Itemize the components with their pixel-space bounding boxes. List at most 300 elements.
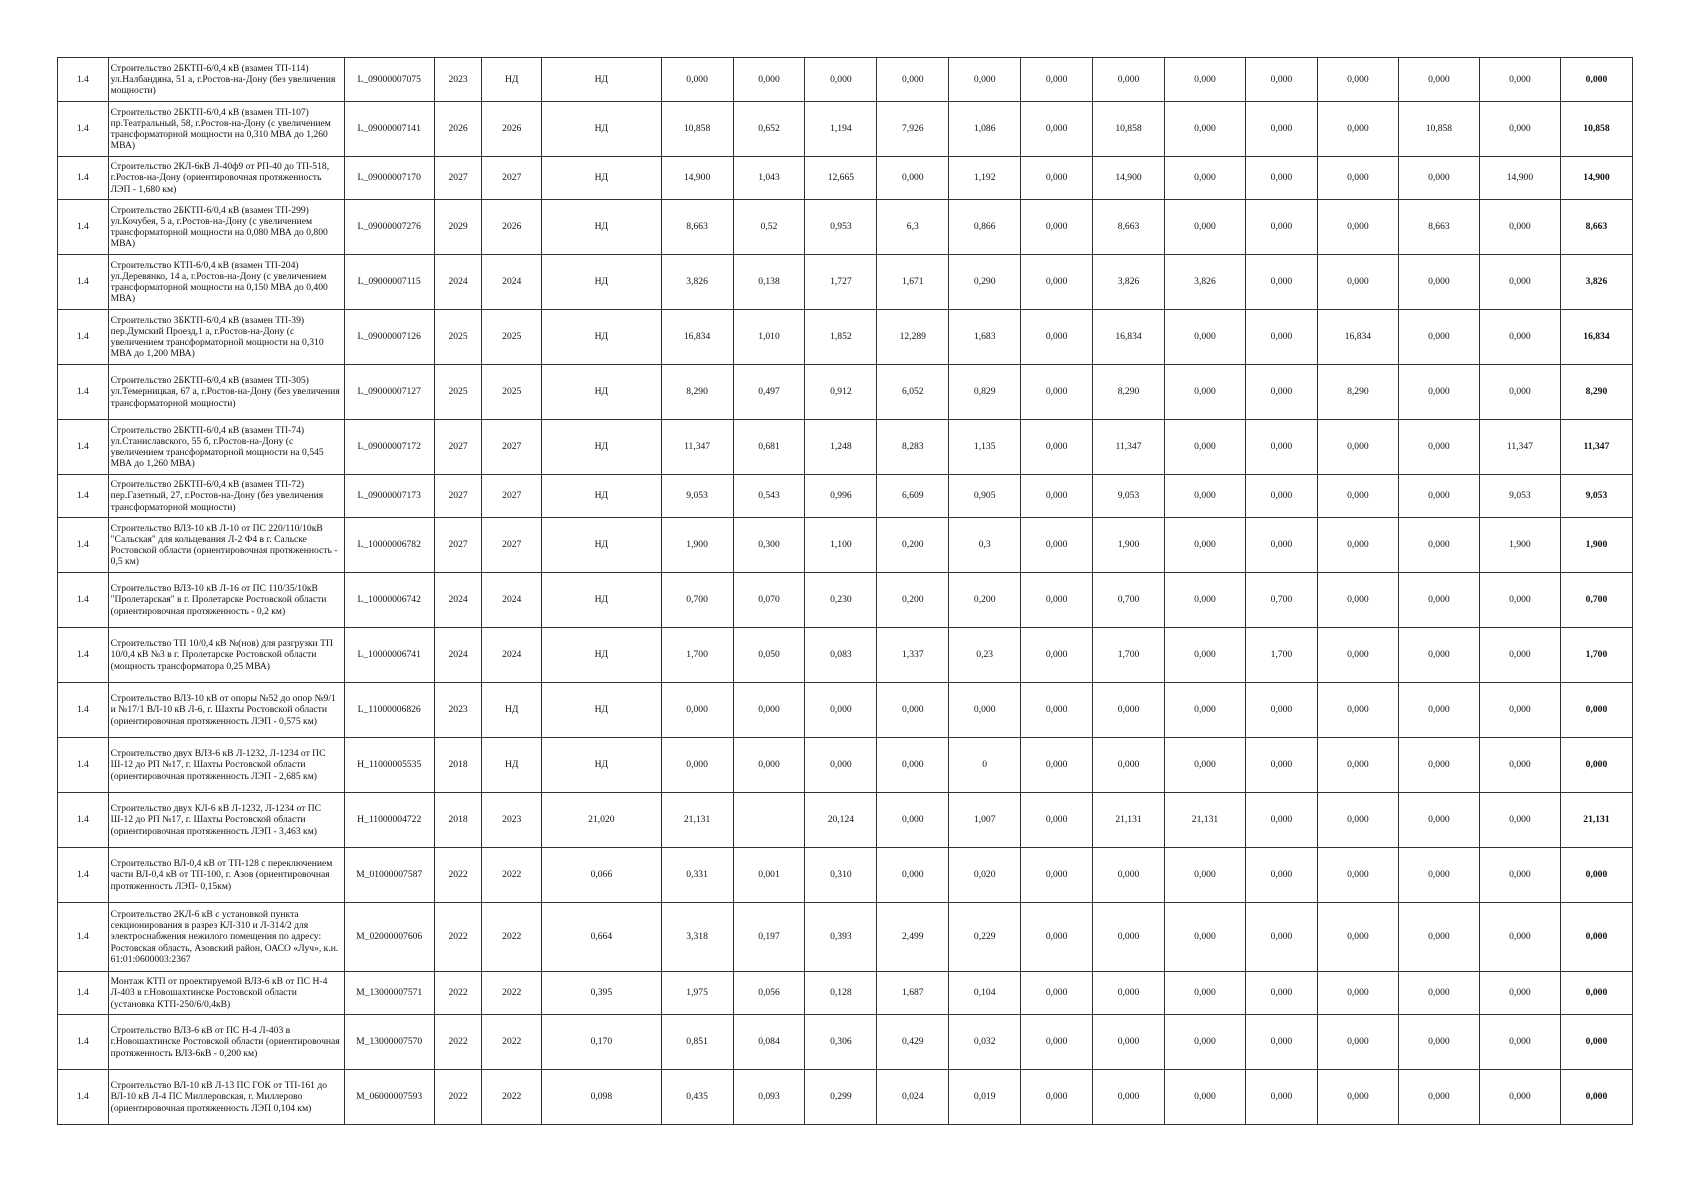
- table-cell: 0,000: [1164, 365, 1245, 420]
- table-cell: 0,200: [877, 573, 949, 628]
- table-cell: 20,124: [805, 793, 877, 848]
- table-cell: Строительство ВЛЗ-6 кВ от ПС Н-4 Л-403 в г.Новошахтинске Ростовской области (ориентировочная протяженность ВЛЗ-6кВ - 0,200 км): [108, 1015, 344, 1070]
- table-cell: 16,834: [1560, 310, 1632, 365]
- table-cell: 0,953: [805, 200, 877, 255]
- table-cell: 10,858: [1093, 102, 1165, 157]
- table-row: [58, 255, 1633, 310]
- table-cell: 1,700: [661, 628, 733, 683]
- table-cell: 0,000: [661, 683, 733, 738]
- table-cell: 2027: [434, 475, 482, 518]
- table-cell: 0,000: [1317, 102, 1398, 157]
- table-cell: H_11000005535: [344, 738, 434, 793]
- table-cell: 12,289: [877, 310, 949, 365]
- table-cell: 0,664: [542, 903, 662, 972]
- table-cell: 0,000: [733, 738, 805, 793]
- table-cell: 0,093: [733, 1070, 805, 1125]
- table-cell: 0,000: [1164, 420, 1245, 475]
- table-cell: 0,000: [1479, 310, 1560, 365]
- table-cell: 0,000: [1093, 972, 1165, 1015]
- table-cell: НД: [542, 157, 662, 200]
- table-cell: 0,829: [949, 365, 1021, 420]
- table-cell: 0,000: [1479, 903, 1560, 972]
- table-cell: 0,019: [949, 1070, 1021, 1125]
- table-cell: 0,000: [1479, 102, 1560, 157]
- table-cell: 10,858: [1560, 102, 1632, 157]
- table-cell: 0,000: [1245, 102, 1317, 157]
- table-cell: 0,000: [1560, 972, 1632, 1015]
- table-row: [58, 310, 1633, 365]
- table-cell: 0,000: [1398, 420, 1479, 475]
- table-cell: 2022: [482, 848, 542, 903]
- table-cell: Строительство ВЛЗ-10 кВ от опоры №52 до опор №9/1 и №17/1 ВЛ-10 кВ Л-6, г. Шахты Ростовской области (ориентировочная протяженность ЛЭП - 0,575 км): [108, 683, 344, 738]
- table-cell: 9,053: [661, 475, 733, 518]
- table-cell: 1,671: [877, 255, 949, 310]
- table-cell: 0,000: [1317, 58, 1398, 102]
- table-cell: 0,000: [1021, 1070, 1093, 1125]
- table-cell: 0,000: [1021, 573, 1093, 628]
- table-cell: 1,007: [949, 793, 1021, 848]
- table-cell: Строительство ВЛЗ-10 кВ Л-10 от ПС 220/110/10кВ "Сальская" для кольцевания Л-2 Ф4 в г. Сальске Ростовской области (ориентировочная протяженность - 0,5 км): [108, 518, 344, 573]
- table-cell: 2022: [482, 1070, 542, 1125]
- table-cell: 3,826: [661, 255, 733, 310]
- table-cell: 0,000: [1317, 903, 1398, 972]
- table-cell: 0,000: [1317, 518, 1398, 573]
- table-cell: 10,858: [661, 102, 733, 157]
- table-row: [58, 903, 1633, 972]
- table-cell: L_10000006782: [344, 518, 434, 573]
- table-cell: Строительство 2БКТП-6/0,4 кВ (взамен ТП-72) пер.Газетный, 27, г.Ростов-на-Дону (без увеличения трансформаторной мощности): [108, 475, 344, 518]
- table-cell: 1,727: [805, 255, 877, 310]
- table-cell: Строительство 2БКТП-6/0,4 кВ (взамен ТП-299) ул.Кочубея, 5 а, г.Ростов-на-Дону (с увеличением трансформаторной мощности на 0,080 МВА до 0,800 МВА): [108, 200, 344, 255]
- table-cell: 0,000: [1245, 1015, 1317, 1070]
- table-cell: 14,900: [661, 157, 733, 200]
- table-cell: 0,000: [1021, 903, 1093, 972]
- table-cell: 1.4: [58, 628, 109, 683]
- table-cell: 0,000: [805, 58, 877, 102]
- table-cell: 21,020: [542, 793, 662, 848]
- table-cell: 8,663: [1398, 200, 1479, 255]
- table-cell: 0,000: [1479, 972, 1560, 1015]
- table-cell: НД: [542, 420, 662, 475]
- table-cell: 0,000: [1317, 628, 1398, 683]
- table-cell: 14,900: [1093, 157, 1165, 200]
- table-cell: 6,609: [877, 475, 949, 518]
- table-cell: L_09000007126: [344, 310, 434, 365]
- table-cell: 2024: [482, 255, 542, 310]
- table-cell: 0,23: [949, 628, 1021, 683]
- table-cell: НД: [542, 475, 662, 518]
- table-cell: 0,000: [1560, 683, 1632, 738]
- table-row: [58, 420, 1633, 475]
- table-cell: 0,000: [1245, 848, 1317, 903]
- table-cell: 1,900: [661, 518, 733, 573]
- table-cell: 0,000: [1245, 738, 1317, 793]
- table-cell: 0,000: [1021, 475, 1093, 518]
- table-cell: 21,131: [1164, 793, 1245, 848]
- table-cell: 0,905: [949, 475, 1021, 518]
- table-cell: L_11000006826: [344, 683, 434, 738]
- table-cell: 0,000: [877, 157, 949, 200]
- table-cell: Строительство 2БКТП-6/0,4 кВ (взамен ТП-114) ул.Налбандяна, 51 а, г.Ростов-на-Дону (без увеличения мощности): [108, 58, 344, 102]
- table-cell: 2024: [434, 628, 482, 683]
- table-cell: 0,299: [805, 1070, 877, 1125]
- table-cell: 0,000: [1021, 793, 1093, 848]
- table-cell: 0,000: [1479, 58, 1560, 102]
- table-cell: 9,053: [1479, 475, 1560, 518]
- table-cell: 0,229: [949, 903, 1021, 972]
- document-sheet: [57, 57, 1633, 1125]
- table-cell: 1.4: [58, 518, 109, 573]
- table-cell: 7,926: [877, 102, 949, 157]
- table-cell: 0,000: [1164, 102, 1245, 157]
- table-cell: 0,170: [542, 1015, 662, 1070]
- table-cell: 0,000: [1245, 420, 1317, 475]
- table-cell: 0,000: [1317, 793, 1398, 848]
- table-cell: L_09000007173: [344, 475, 434, 518]
- table-cell: 0,098: [542, 1070, 662, 1125]
- table-cell: [733, 793, 805, 848]
- table-cell: M_02000007606: [344, 903, 434, 972]
- table-cell: 0,000: [1093, 1015, 1165, 1070]
- table-cell: НД: [542, 365, 662, 420]
- table-cell: L_09000007127: [344, 365, 434, 420]
- table-cell: 1,687: [877, 972, 949, 1015]
- table-cell: L_10000006741: [344, 628, 434, 683]
- table-cell: 1,700: [1245, 628, 1317, 683]
- table-cell: 0,070: [733, 573, 805, 628]
- table-cell: 0,000: [1398, 518, 1479, 573]
- table-cell: 0,000: [1479, 1070, 1560, 1125]
- table-cell: 2022: [434, 1015, 482, 1070]
- table-cell: 0,000: [1164, 903, 1245, 972]
- table-cell: 21,131: [1093, 793, 1165, 848]
- table-cell: 0,000: [1317, 420, 1398, 475]
- table-cell: 0,050: [733, 628, 805, 683]
- table-cell: 0,000: [661, 58, 733, 102]
- table-cell: 11,347: [1479, 420, 1560, 475]
- table-cell: НД: [482, 738, 542, 793]
- table-cell: НД: [542, 200, 662, 255]
- table-cell: 0,000: [1093, 58, 1165, 102]
- table-cell: 0,700: [1093, 573, 1165, 628]
- table-row: [58, 200, 1633, 255]
- table-cell: 2026: [434, 102, 482, 157]
- table-cell: 0,000: [1245, 1070, 1317, 1125]
- table-cell: 9,053: [1560, 475, 1632, 518]
- table-cell: L_10000006742: [344, 573, 434, 628]
- table-cell: 16,834: [661, 310, 733, 365]
- table-row: [58, 573, 1633, 628]
- table-cell: 0,851: [661, 1015, 733, 1070]
- table-row: [58, 683, 1633, 738]
- table-cell: 0,3: [949, 518, 1021, 573]
- table-cell: 0,066: [542, 848, 662, 903]
- table-cell: 0,700: [1245, 573, 1317, 628]
- table-cell: 0,700: [661, 573, 733, 628]
- table-cell: 9,053: [1093, 475, 1165, 518]
- table-row: [58, 475, 1633, 518]
- table-cell: 2,499: [877, 903, 949, 972]
- table-cell: 0,000: [1164, 1070, 1245, 1125]
- table-cell: НД: [542, 102, 662, 157]
- table-cell: 0,000: [1164, 628, 1245, 683]
- table-cell: 0,000: [1021, 200, 1093, 255]
- table-cell: НД: [542, 310, 662, 365]
- table-cell: 0,000: [1164, 848, 1245, 903]
- table-cell: 8,663: [661, 200, 733, 255]
- table-cell: 0,52: [733, 200, 805, 255]
- table-cell: 0,866: [949, 200, 1021, 255]
- table-cell: 0,000: [1317, 475, 1398, 518]
- table-cell: 8,663: [1093, 200, 1165, 255]
- table-cell: 0,310: [805, 848, 877, 903]
- table-cell: M_13000007570: [344, 1015, 434, 1070]
- table-cell: 6,052: [877, 365, 949, 420]
- table-cell: 0,000: [1164, 475, 1245, 518]
- table-cell: 2027: [434, 420, 482, 475]
- table-cell: L_09000007172: [344, 420, 434, 475]
- table-cell: 1,086: [949, 102, 1021, 157]
- table-cell: НД: [482, 58, 542, 102]
- table-cell: 11,347: [1093, 420, 1165, 475]
- table-cell: 1,100: [805, 518, 877, 573]
- table-cell: Строительство 2КЛ-6 кВ с установкой пункта секционирования в разрез КЛ-310 и Л-314/2 для электроснабжения нежилого помещения по адресу: Ростовская область, Азовский район, ОАСО «Луч», к.н. 61:01:0600003:2367: [108, 903, 344, 972]
- table-cell: 0,128: [805, 972, 877, 1015]
- table-cell: 1.4: [58, 1070, 109, 1125]
- table-cell: 3,826: [1560, 255, 1632, 310]
- table-cell: 0,000: [1479, 365, 1560, 420]
- table-cell: 2018: [434, 738, 482, 793]
- table-cell: 1,975: [661, 972, 733, 1015]
- table-cell: 0,000: [1560, 58, 1632, 102]
- table-cell: 0,000: [1245, 255, 1317, 310]
- table-cell: 8,290: [1317, 365, 1398, 420]
- table-cell: 0,000: [877, 848, 949, 903]
- table-cell: НД: [542, 738, 662, 793]
- table-cell: 1,900: [1560, 518, 1632, 573]
- table-cell: Строительство 2КЛ-6кВ Л-40ф9 от РП-40 до ТП-518, г.Ростов-на-Дону (ориентировочная протяженность ЛЭП - 1,680 км): [108, 157, 344, 200]
- table-cell: 0,000: [1317, 972, 1398, 1015]
- table-cell: 0,000: [1164, 972, 1245, 1015]
- table-cell: 0,230: [805, 573, 877, 628]
- table-cell: H_11000004722: [344, 793, 434, 848]
- table-cell: 1.4: [58, 102, 109, 157]
- table-cell: 8,290: [1093, 365, 1165, 420]
- table-cell: 0,024: [877, 1070, 949, 1125]
- table-cell: НД: [542, 518, 662, 573]
- table-cell: M_06000007593: [344, 1070, 434, 1125]
- table-cell: 0,000: [1245, 365, 1317, 420]
- table-cell: 0,000: [1479, 200, 1560, 255]
- table-cell: 2026: [482, 200, 542, 255]
- table-cell: 0,000: [1245, 972, 1317, 1015]
- table-cell: 8,663: [1560, 200, 1632, 255]
- table-cell: Строительство 3БКТП-6/0,4 кВ (взамен ТП-39) пер.Думский Проезд,1 а, г.Ростов-на-Дону (с увеличением трансформаторной мощности на 0,310 МВА до 1,200 МВА): [108, 310, 344, 365]
- table-cell: 0: [949, 738, 1021, 793]
- table-cell: 1.4: [58, 200, 109, 255]
- table-cell: 1,683: [949, 310, 1021, 365]
- table-cell: 2025: [482, 365, 542, 420]
- table-cell: 0,000: [1245, 793, 1317, 848]
- table-cell: L_09000007141: [344, 102, 434, 157]
- table-cell: 2022: [482, 1015, 542, 1070]
- table-cell: 2022: [434, 903, 482, 972]
- table-cell: 8,283: [877, 420, 949, 475]
- table-cell: 1.4: [58, 310, 109, 365]
- table-cell: 1,900: [1479, 518, 1560, 573]
- table-cell: 1.4: [58, 475, 109, 518]
- table-cell: 0,000: [1245, 903, 1317, 972]
- table-cell: 0,000: [1245, 683, 1317, 738]
- table-cell: 0,000: [1398, 1015, 1479, 1070]
- table-cell: 1,135: [949, 420, 1021, 475]
- table-cell: 2022: [434, 1070, 482, 1125]
- table-row: [58, 972, 1633, 1015]
- table-cell: 0,000: [1245, 58, 1317, 102]
- table-row: [58, 628, 1633, 683]
- table-cell: 0,000: [1479, 793, 1560, 848]
- table-cell: 0,000: [1021, 102, 1093, 157]
- table-cell: 0,000: [1093, 683, 1165, 738]
- table-cell: 0,000: [1245, 200, 1317, 255]
- table-cell: 1.4: [58, 683, 109, 738]
- table-cell: Строительство ТП 10/0,4 кВ №(нов) для разгрузки ТП 10/0,4 кВ №3 в г. Пролетарске Ростовской области (мощность трансформатора 0,25 МВА): [108, 628, 344, 683]
- table-cell: 0,000: [877, 738, 949, 793]
- table-cell: 1.4: [58, 972, 109, 1015]
- table-cell: 0,000: [1479, 573, 1560, 628]
- table-cell: 0,000: [1093, 1070, 1165, 1125]
- table-cell: 1,194: [805, 102, 877, 157]
- table-cell: 0,435: [661, 1070, 733, 1125]
- table-cell: 0,000: [1398, 848, 1479, 903]
- table-cell: 0,000: [1317, 255, 1398, 310]
- table-cell: M_01000007587: [344, 848, 434, 903]
- investment-projects-table: [57, 57, 1633, 1125]
- table-cell: 2023: [434, 58, 482, 102]
- table-row: [58, 1015, 1633, 1070]
- table-cell: 1.4: [58, 1015, 109, 1070]
- table-cell: 0,000: [1021, 628, 1093, 683]
- table-cell: 14,900: [1560, 157, 1632, 200]
- table-cell: 0,000: [1245, 310, 1317, 365]
- table-cell: 0,000: [1398, 573, 1479, 628]
- table-cell: 21,131: [1560, 793, 1632, 848]
- table-cell: 2022: [482, 903, 542, 972]
- table-cell: 0,000: [1021, 683, 1093, 738]
- table-cell: 1.4: [58, 420, 109, 475]
- table-cell: 0,104: [949, 972, 1021, 1015]
- table-cell: 0,331: [661, 848, 733, 903]
- table-cell: 1,192: [949, 157, 1021, 200]
- table-cell: 1.4: [58, 738, 109, 793]
- table-cell: 0,300: [733, 518, 805, 573]
- table-cell: L_09000007115: [344, 255, 434, 310]
- table-cell: 0,000: [1021, 310, 1093, 365]
- table-cell: 0,000: [1245, 475, 1317, 518]
- table-cell: 3,318: [661, 903, 733, 972]
- table-cell: 0,000: [1245, 518, 1317, 573]
- table-cell: 1.4: [58, 255, 109, 310]
- table-cell: 0,056: [733, 972, 805, 1015]
- table-row: [58, 738, 1633, 793]
- table-cell: 0,912: [805, 365, 877, 420]
- table-cell: 0,083: [805, 628, 877, 683]
- table-cell: Строительство КТП-6/0,4 кВ (взамен ТП-204) ул.Деревянко, 14 а, г.Ростов-на-Дону (с увеличением трансформаторной мощности на 0,150 МВА до 0,400 МВА): [108, 255, 344, 310]
- table-cell: Строительство двух КЛ-6 кВ Л-1232, Л-1234 от ПС Ш-12 до РП №17, г. Шахты Ростовской области (ориентировочная протяженность ЛЭП - 3,463 км): [108, 793, 344, 848]
- table-cell: 0,000: [1021, 365, 1093, 420]
- table-cell: 0,138: [733, 255, 805, 310]
- table-cell: 2024: [434, 255, 482, 310]
- table-cell: 0,000: [1398, 793, 1479, 848]
- table-cell: 2027: [434, 518, 482, 573]
- table-cell: 1.4: [58, 903, 109, 972]
- table-row: [58, 102, 1633, 157]
- table-cell: НД: [542, 58, 662, 102]
- table-cell: 0,000: [1093, 903, 1165, 972]
- table-cell: 0,000: [1093, 738, 1165, 793]
- table-cell: 2029: [434, 200, 482, 255]
- table-cell: 0,000: [1317, 1015, 1398, 1070]
- table-cell: 12,665: [805, 157, 877, 200]
- table-cell: 21,131: [661, 793, 733, 848]
- table-row: [58, 157, 1633, 200]
- table-cell: 2023: [482, 793, 542, 848]
- table-cell: 16,834: [1317, 310, 1398, 365]
- table-cell: 0,000: [1479, 1015, 1560, 1070]
- table-cell: 1,043: [733, 157, 805, 200]
- table-cell: 0,652: [733, 102, 805, 157]
- table-cell: 0,290: [949, 255, 1021, 310]
- table-cell: Строительство ВЛ-10 кВ Л-13 ПС ГОК от ТП-161 до ВЛ-10 кВ Л-4 ПС Миллеровская, г. Миллерово (ориентировочная протяженность ЛЭП 0,104 км): [108, 1070, 344, 1125]
- table-cell: 0,000: [949, 683, 1021, 738]
- table-cell: 8,290: [661, 365, 733, 420]
- table-cell: 0,000: [1398, 683, 1479, 738]
- table-cell: 0,000: [1398, 972, 1479, 1015]
- table-cell: 0,000: [1317, 683, 1398, 738]
- table-cell: 0,000: [1398, 255, 1479, 310]
- table-cell: НД: [482, 683, 542, 738]
- table-cell: 0,000: [1317, 200, 1398, 255]
- table-cell: 0,000: [1560, 1070, 1632, 1125]
- table-cell: 0,000: [1317, 157, 1398, 200]
- table-cell: 0,000: [805, 738, 877, 793]
- table-cell: 0,000: [1164, 157, 1245, 200]
- table-cell: 2022: [434, 972, 482, 1015]
- table-cell: НД: [542, 628, 662, 683]
- table-cell: 0,000: [733, 683, 805, 738]
- table-cell: 2025: [434, 365, 482, 420]
- table-cell: 3,826: [1093, 255, 1165, 310]
- table-cell: 0,306: [805, 1015, 877, 1070]
- table-cell: 0,000: [1021, 58, 1093, 102]
- table-cell: 0,000: [1021, 848, 1093, 903]
- table-cell: 0,000: [1164, 683, 1245, 738]
- table-cell: 0,543: [733, 475, 805, 518]
- table-cell: 1.4: [58, 848, 109, 903]
- table-cell: 0,032: [949, 1015, 1021, 1070]
- table-cell: 2024: [434, 573, 482, 628]
- table-cell: 0,000: [1479, 683, 1560, 738]
- table-cell: 2025: [482, 310, 542, 365]
- table-cell: 1.4: [58, 58, 109, 102]
- table-cell: 0,000: [1560, 903, 1632, 972]
- table-cell: 1.4: [58, 573, 109, 628]
- table-cell: 0,000: [661, 738, 733, 793]
- table-cell: 0,200: [949, 573, 1021, 628]
- table-cell: 1,852: [805, 310, 877, 365]
- table-cell: 0,000: [1479, 255, 1560, 310]
- table-cell: 2027: [434, 157, 482, 200]
